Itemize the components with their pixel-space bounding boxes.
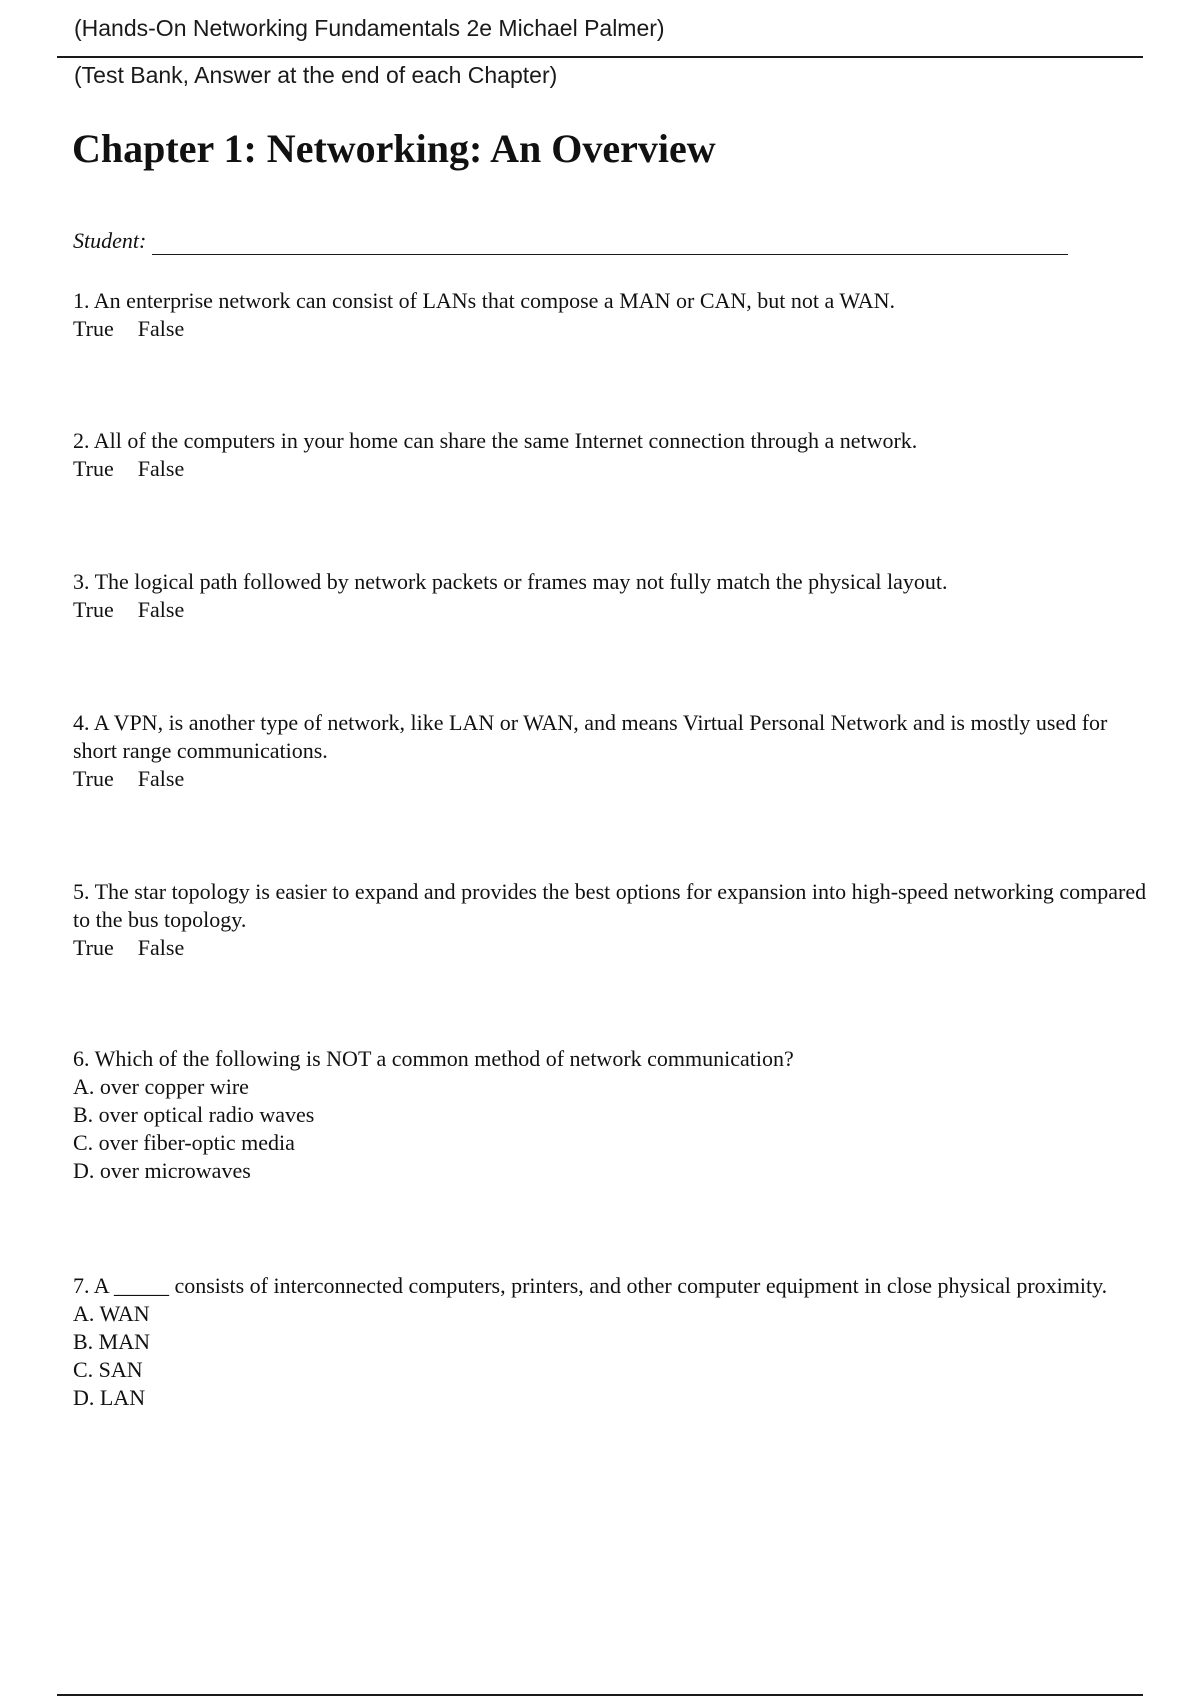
option-false: False: [137, 456, 185, 481]
choice-b: B. MAN: [73, 1329, 151, 1354]
true-false-options: [73, 765, 1153, 793]
option-true: True: [73, 766, 114, 791]
student-name-row: [73, 227, 1068, 255]
option-false: False: [137, 766, 185, 791]
question-4: [73, 709, 1153, 793]
book-source-header: (Hands-On Networking Fundamentals 2e Michael Palmer): [74, 15, 665, 41]
chapter-title: Chapter 1: Networking: An Overview: [72, 126, 716, 171]
question-text: 5. The star topology is easier to expand and provides the best options for expansion into high-speed networking compared to the bus topology.: [73, 879, 1147, 932]
question-text: 3. The logical path followed by network packets or frames may not fully match the physical layout.: [73, 569, 948, 594]
choice-c: C. over fiber-optic media: [73, 1130, 295, 1155]
option-true: True: [73, 456, 114, 481]
question-text: 6. Which of the following is NOT a common method of network communication?: [73, 1046, 794, 1071]
question-5: [73, 878, 1153, 962]
choice-a: A. over copper wire: [73, 1074, 249, 1099]
choice-c: C. SAN: [73, 1357, 143, 1382]
true-false-options: [73, 455, 1153, 483]
question-text: 4. A VPN, is another type of network, like LAN or WAN, and means Virtual Personal Network and is mostly used for short range communications.: [73, 710, 1108, 763]
question-3: [73, 568, 1153, 624]
choice-a: A. WAN: [73, 1301, 150, 1326]
option-true: True: [73, 316, 114, 341]
question-text: 2. All of the computers in your home can share the same Internet connection through a network.: [73, 428, 918, 453]
option-false: False: [137, 316, 185, 341]
true-false-options: [73, 934, 1153, 962]
choice-b: B. over optical radio waves: [73, 1102, 315, 1127]
test-bank-subtitle: (Test Bank, Answer at the end of each Chapter): [74, 62, 558, 88]
header-divider: [57, 56, 1143, 58]
true-false-options: [73, 596, 1153, 624]
choice-d: D. over microwaves: [73, 1158, 251, 1183]
student-name-line: [152, 232, 1068, 255]
choice-d: D. LAN: [73, 1385, 146, 1410]
option-false: False: [137, 935, 185, 960]
true-false-options: [73, 315, 1153, 343]
footer-divider: [57, 1694, 1143, 1696]
question-7: [73, 1272, 1153, 1412]
question-1: [73, 287, 1153, 343]
question-6: [73, 1045, 1153, 1185]
student-label: Student:: [73, 228, 147, 253]
question-text: 1. An enterprise network can consist of LANs that compose a MAN or CAN, but not a WAN.: [73, 288, 896, 313]
option-true: True: [73, 935, 114, 960]
question-2: [73, 427, 1153, 483]
option-true: True: [73, 597, 114, 622]
question-text: 7. A _____ consists of interconnected computers, printers, and other computer equipment in close physical proximity.: [73, 1273, 1108, 1298]
option-false: False: [137, 597, 185, 622]
